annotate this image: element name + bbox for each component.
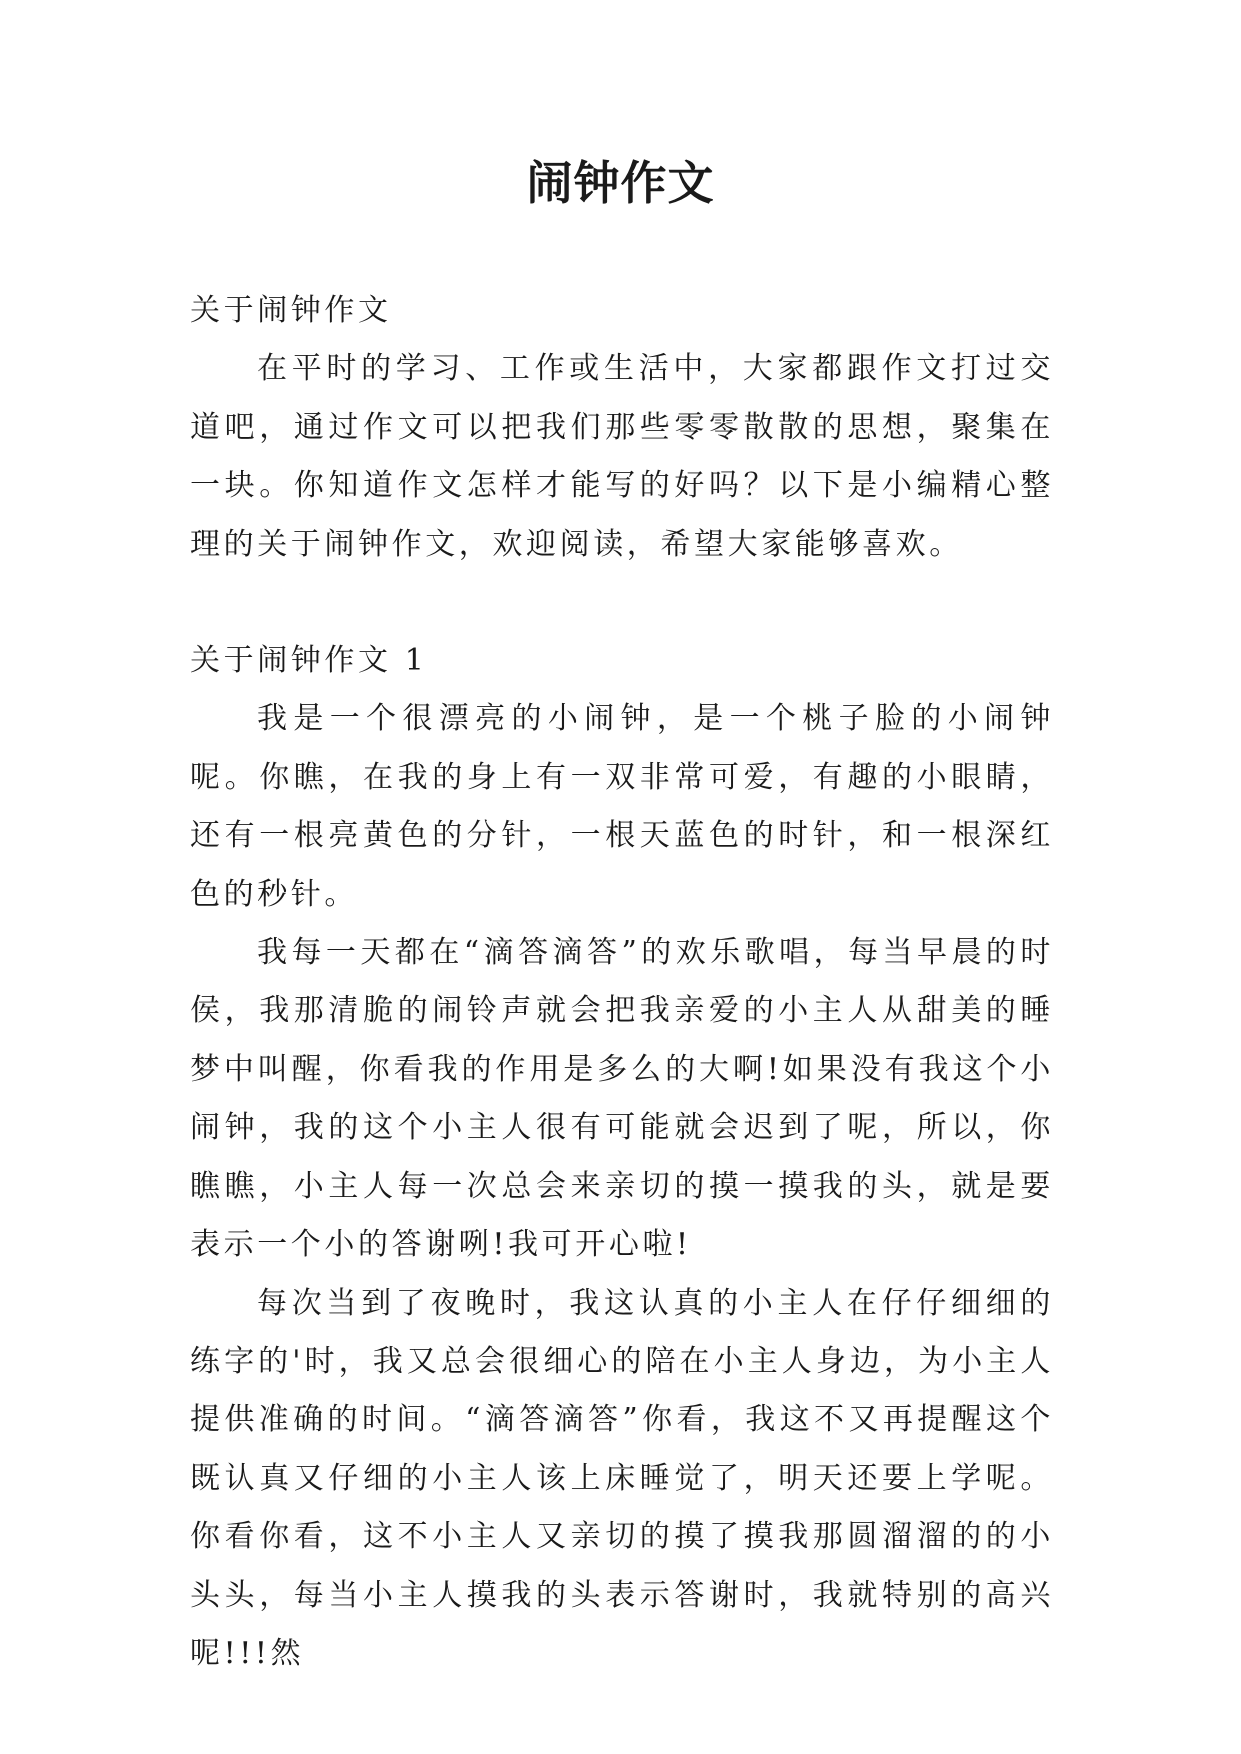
body-paragraph: 我是一个很漂亮的小闹钟，是一个桃子脸的小闹钟呢。你瞧，在我的身上有一双非常可爱，有趣的小眼睛，还有一根亮黄色的分针，一根天蓝色的时针，和一根深红色的秒针。 bbox=[190, 701, 1054, 912]
body-paragraph: 每次当到了夜晚时，我这认真的小主人在仔仔细细的练字的'时，我又总会很细心的陪在小主人身边，为小主人提供准确的时间。“滴答滴答”你看，我这不又再提醒这个既认真又仔细的小主人该上床睡觉了，明天还要上学呢。你看你看，这不小主人又亲切的摸了摸我那圆溜溜的的小头头，每当小主人摸我的头表示答谢时，我就特别的高兴呢!!!然 bbox=[190, 1285, 1054, 1671]
body-paragraph: 我每一天都在“滴答滴答”的欢乐歌唱，每当早晨的时侯，我那清脆的闹铃声就会把我亲爱的小主人从甜美的睡梦中叫醒，你看我的作用是多么的大啊!如果没有我这个小闹钟，我的这个小主人很有可能就会迟到了呢，所以，你瞧瞧，小主人每一次总会来亲切的摸一摸我的头，就是要表示一个小的答谢咧!我可开心啦! bbox=[190, 935, 1054, 1263]
section-spacer bbox=[190, 574, 1054, 632]
document-body bbox=[190, 282, 1054, 1683]
intro-heading: 关于闹钟作文 bbox=[190, 293, 392, 328]
intro-paragraph: 在平时的学习、工作或生活中，大家都跟作文打过交道吧，通过作文可以把我们那些零零散散的思想，聚集在一块。你知道作文怎样才能写的好吗？以下是小编精心整理的关于闹钟作文，欢迎阅读，希望大家能够喜欢。 bbox=[190, 351, 1054, 562]
document-title: 闹钟作文 bbox=[526, 156, 715, 210]
section-heading: 关于闹钟作文 1 bbox=[190, 643, 428, 679]
